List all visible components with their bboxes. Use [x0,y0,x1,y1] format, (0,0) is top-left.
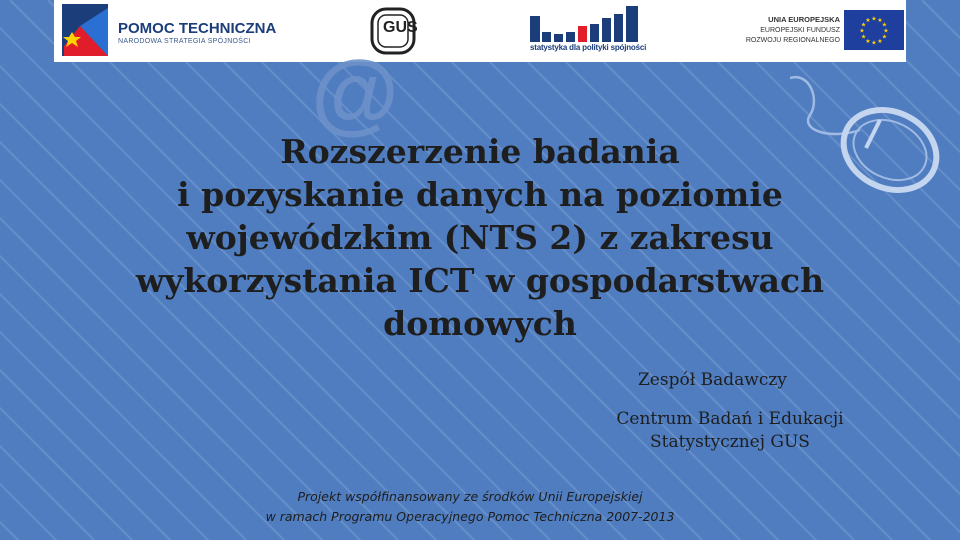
title-line: wojewódzkim (NTS 2) z zakresu [186,218,774,257]
funding-note [170,487,770,527]
title-line: Rozszerzenie badania [280,132,680,171]
title-line: i pozyskanie danych na poziomie [177,175,783,214]
title-line: domowych [383,304,577,343]
eu-line-2: EUROPEJSKI FUNDUSZ [760,27,840,34]
eu-line-1: UNIA EUROPEJSKA [768,15,840,24]
pomoc-techniczna-logo [54,0,304,62]
center-line: Statystycznej GUS [650,432,810,452]
bar-chart-emblem-icon [530,4,642,42]
eu-star-icon: ★ [871,15,877,23]
eu-star-icon: ★ [881,33,888,41]
funding-line: Projekt współfinansowany ze środków Unii Europejskiej [297,489,643,504]
statystyka-label: statystyka dla polityki spójności [530,43,647,52]
eu-star-icon: ★ [871,39,877,47]
pomoc-techniczna-emblem-icon [60,2,112,58]
eu-star-icon: ★ [883,27,889,35]
pomoc-techniczna-title: POMOC TECHNICZNA [118,20,277,37]
eu-star-icon: ★ [860,21,867,29]
slide-title [80,130,880,345]
statystyka-logo [524,0,648,62]
eu-star-icon: ★ [877,17,883,25]
eu-logo [738,0,906,62]
eu-flag-icon [844,10,904,50]
research-center-name [560,408,900,454]
eu-star-icon: ★ [877,37,883,45]
eu-star-icon: ★ [865,37,871,45]
pomoc-techniczna-subtitle: NARODOWA STRATEGIA SPÓJNOŚCI [118,38,251,45]
eu-line-3: ROZWOJU REGIONALNEGO [745,37,840,44]
logo-bar [54,0,906,62]
title-line: wykorzystania ICT w gospodarstwach [135,261,825,300]
eu-star-icon: ★ [859,27,865,35]
research-team-label: Zespół Badawczy [638,370,787,390]
eu-star-icon: ★ [865,17,871,25]
center-line: Centrum Badań i Edukacji [616,409,844,429]
at-sign-icon: @ [311,43,399,143]
gus-label: GUS [383,19,418,36]
eu-star-icon: ★ [881,21,888,29]
funding-line: w ramach Programu Operacyjnego Pomoc Techniczna 2007-2013 [265,509,675,524]
eu-star-icon: ★ [860,33,867,41]
